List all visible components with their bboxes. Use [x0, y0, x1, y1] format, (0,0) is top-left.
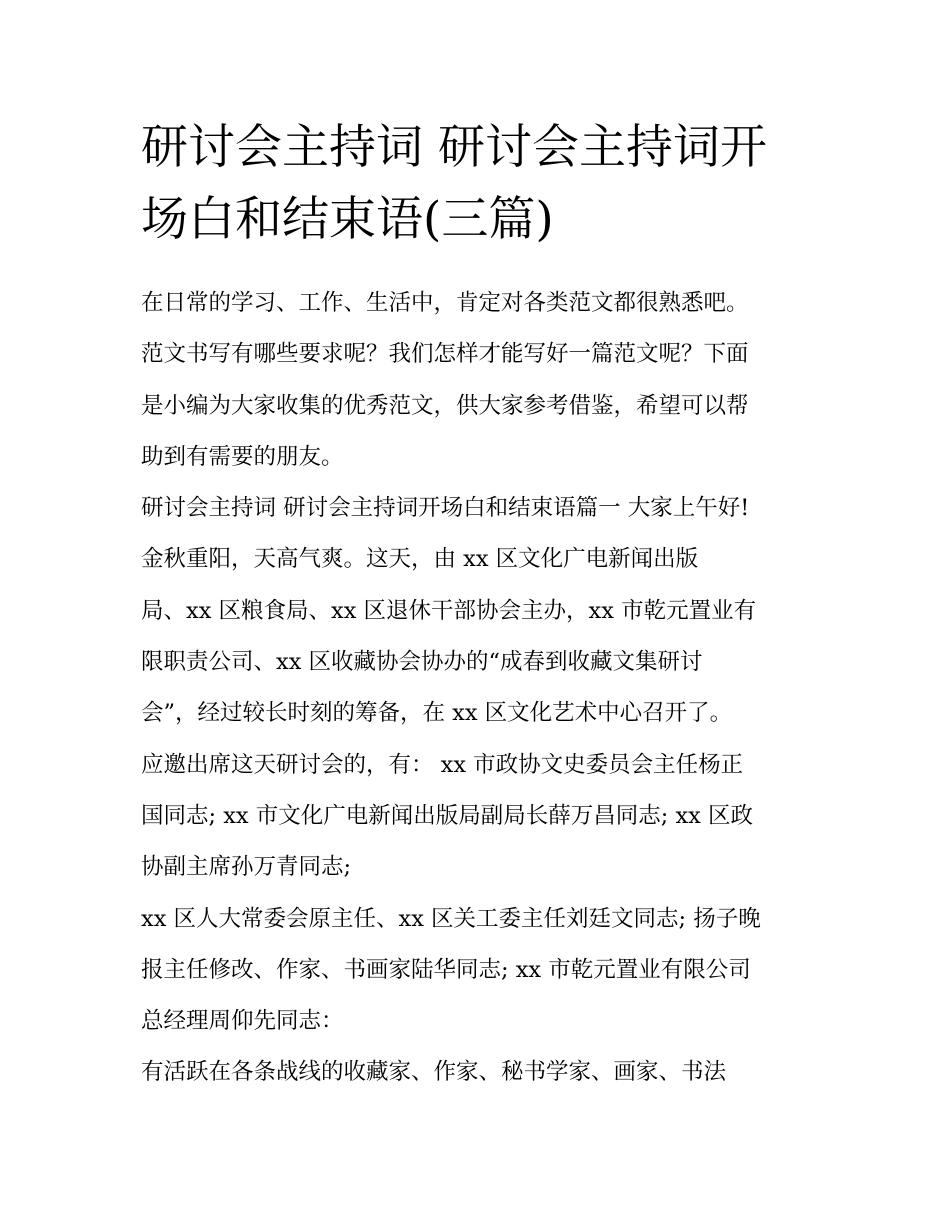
body-line-3: 是小编为大家收集的优秀范文，供大家参考借鉴，希望可以帮: [141, 392, 749, 419]
body-line-13: xx 区人大常委会原主任、xx 区关工委主任刘廷文同志; 扬子晚: [141, 905, 761, 932]
body-line-9: 会”，经过较长时刻的筹备，在 xx 区文化艺术中心召开了。: [141, 700, 733, 727]
body-line-6: 金秋重阳，天高气爽。这天，由 xx 区文化广电新闻出版: [141, 546, 699, 573]
body-line-7: 局、xx 区粮食局、xx 区退休干部协会主办，xx 市乾元置业有: [141, 597, 757, 624]
title-line-2: 场白和结束语(三篇): [141, 192, 554, 247]
body-line-8: 限职责公司、xx 区收藏协会协办的“成春到收藏文集研讨: [141, 649, 703, 676]
document-title: [141, 112, 821, 256]
body-line-5: 研讨会主持词 研讨会主持词开场白和结束语篇一 大家上午好!: [141, 495, 750, 522]
body-line-15: 总经理周仰先同志：: [141, 1008, 344, 1035]
title-line-1: 研讨会主持词 研讨会主持词开: [141, 120, 767, 175]
body-line-10: 应邀出席这天研讨会的，有： xx 市政协文史委员会主任杨正: [141, 751, 744, 778]
document-content: [141, 112, 821, 1099]
document-body: [141, 278, 821, 1099]
body-line-4: 助到有需要的朋友。: [141, 443, 344, 470]
body-line-12: 协副主席孙万青同志;: [141, 854, 352, 881]
body-line-1: 在日常的学习、工作、生活中，肯定对各类范文都很熟悉吧。: [141, 290, 749, 316]
body-line-11: 国同志; xx 市文化广电新闻出版局副局长薛万昌同志; xx 区政: [141, 802, 754, 829]
body-line-14: 报主任修改、作家、书画家陆华同志; xx 市乾元置业有限公司: [141, 956, 751, 983]
body-line-16: 有活跃在各条战线的收藏家、作家、秘书学家、画家、书法: [141, 1059, 727, 1086]
body-line-2: 范文书写有哪些要求呢？我们怎样才能写好一篇范文呢？下面: [141, 341, 749, 368]
